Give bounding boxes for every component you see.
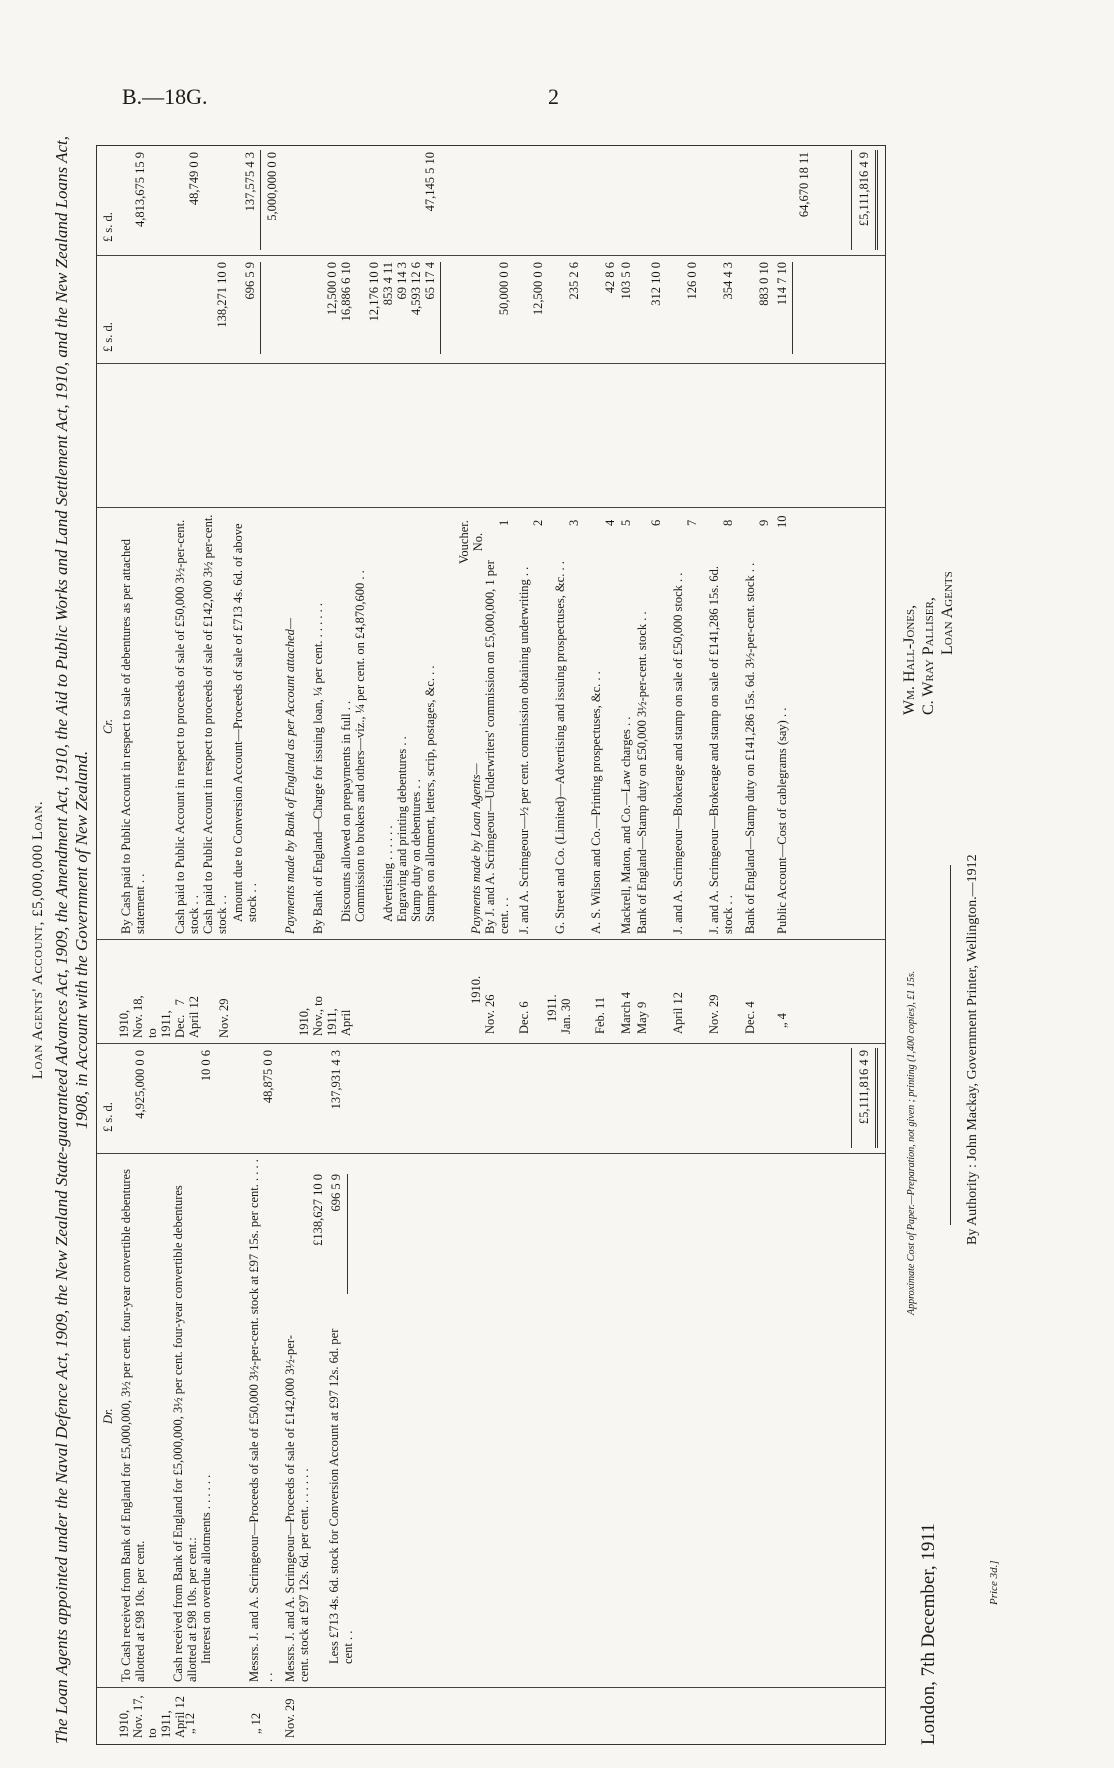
place-date: London, 7th December, 1911 (918, 1523, 939, 1745)
cr-date-1: 1910, Nov. 18, to 1911, Dec. 7 (117, 995, 187, 1038)
dr-entry-4-less: Less £713 4s. 6d. stock for Conversion Account at £97 12s. 6d. per cent . . (327, 1328, 355, 1664)
agent-item-3: G. Street and Co. (Limited)—Advertising and issuing prospectuses, &c. . . (553, 561, 567, 934)
agent-voucher-9: 9 (757, 519, 771, 526)
signer-2: C. Wray Palliser, (920, 597, 937, 715)
dr-entry-2-amount: 10 0 6 (199, 1050, 213, 1082)
agent-date-2: Dec. 6 (517, 1001, 531, 1034)
agent-item-4: A. S. Wilson and Co.—Printing prospectuses, &c. . . (589, 671, 603, 934)
bank-total: 47,145 5 10 (423, 152, 437, 212)
agent-item-1-amount: 50,000 0 0 (497, 262, 511, 316)
cr-entry-3: Cash paid to Public Account in respect to proceeds of sale of £142,000 3½ per-cent. stock . . (201, 514, 229, 934)
cr-heading: Cr. (101, 719, 115, 734)
cr-date-2: April 12 (187, 995, 201, 1038)
cr-date-3: Nov. 29 (217, 998, 231, 1038)
dr-entry-4-subtotal: £138,627 10 0 (311, 1174, 325, 1246)
agent-voucher-1: 1 (497, 519, 511, 526)
agent-item-6-amount: 312 10 0 (649, 262, 663, 306)
agent-date-1: Nov. 26 (483, 994, 497, 1034)
agent-item-1: By J. and A. Scrimgeour—Underwriters' commission on £5,000,000, 1 per cent. . . (483, 560, 511, 934)
bank-item-6: Stamp duty on debentures . . (409, 779, 423, 922)
bank-item-7-amount: 65 17 4 (423, 262, 437, 300)
cr-money-header-outer: £ s. d. (101, 212, 115, 242)
agent-date-9: Dec. 4 (743, 1001, 757, 1034)
dr-entry-4: Messrs. J. and A. Scrimgeour—Proceeds of sale of £142,000 3½-per-cent. stock at £97 12s. 6d. per cent. . . . . . . (283, 1335, 311, 1682)
ledger-table (96, 145, 886, 1745)
dr-entry-3: Messrs. J. and A. Scrimgeour—Proceeds of sale of £50,000 3½-per-cent. stock at £97 15s. per cent. . . . . . . (247, 1159, 275, 1682)
cost-note: Approximate Cost of Paper.—Preparation, not given ; printing (1,400 copies), £1 15s. (906, 970, 917, 1315)
agents-payments-heading: Payments made by Loan Agents— (469, 763, 483, 934)
cr-money-header-inner: £ s. d. (101, 322, 115, 352)
agent-item-6: Bank of England—Stamp duty on £50,000 3½-per-cent. stock . . (635, 611, 649, 934)
agent-item-2: J. and A. Scrimgeour—½ per cent. commission obtaining underwriting . . (517, 566, 531, 934)
bank-item-3: Commission to brokers and others—viz., ¼ per cent. on £4,870,600 . . (353, 570, 367, 922)
bank-item-2-amount: 16,886 6 10 (339, 262, 353, 322)
cr-entry-1: By Cash paid to Public Account in respect to sale of debentures as per attached statement . . (119, 538, 147, 934)
cr-entry-5-amount: 5,000,000 0 0 (265, 152, 279, 221)
bank-item-4-amount: 853 4 11 (381, 262, 395, 306)
dr-date-3: „ 12 (249, 1712, 263, 1734)
signer-role: Loan Agents (939, 571, 956, 655)
agent-voucher-7: 7 (685, 519, 699, 526)
page-number: 2 (548, 84, 559, 109)
bank-item-5: Engraving and printing debentures . . (395, 736, 409, 922)
agent-item-3-amount: 235 2 6 (567, 262, 581, 300)
bank-item-1: By Bank of England—Charge for issuing loan, ¼ per cent. . . . . . . (311, 603, 325, 934)
agent-voucher-4: 4 (603, 519, 617, 526)
agent-item-9: Bank of England—Stamp duty on £141,286 15s. 6d. 3½-per-cent. stock . . (743, 562, 757, 934)
dr-entry-4-less-amount: 696 5 9 (329, 1174, 343, 1212)
footer-rule (950, 865, 951, 1225)
agent-voucher-5: 5 (619, 519, 633, 526)
agent-voucher-3: 3 (567, 519, 581, 526)
agent-item-7: J. and A. Scrimgeour—Brokerage and stamp on sale of £50,000 stock . . (671, 572, 685, 934)
bank-item-5-amount: 69 14 3 (395, 262, 409, 300)
agent-date-10: „ 4 (775, 1013, 789, 1028)
cr-entry-3-inner: 138,271 10 0 (215, 262, 229, 328)
rotated-document (30, 135, 1030, 1745)
agent-voucher-2: 2 (531, 519, 545, 526)
agent-item-4-amount: 42 8 6 (603, 262, 617, 294)
agent-date-7: April 12 (671, 991, 685, 1034)
agent-voucher-6: 6 (649, 519, 663, 526)
header-code: B.—18G. (122, 84, 208, 109)
dr-entry-2: Cash received from Bank of England for £5,000,000, 3½ per cent. four-year convertible debentures allotted at £98 10s. per cent.: (171, 1185, 199, 1682)
bank-item-3-amount: 12,176 10 0 (367, 262, 381, 322)
dr-heading: Dr. (101, 1408, 115, 1424)
agent-item-7-amount: 126 0 0 (685, 262, 699, 300)
agent-item-10: Public Account—Cost of cablegrams (say) . . (775, 707, 789, 934)
bank-item-4: Advertising . . . . . . (381, 825, 395, 922)
printer-authority: By Authority : John Mackay, Government Printer, Wellington.—1912 (965, 854, 980, 1245)
dr-date-4: Nov. 29 (283, 1698, 297, 1738)
cr-entry-1-amount: 4,813,675 15 9 (133, 152, 147, 227)
dr-entry-1-amount: 4,925,000 0 0 (133, 1050, 147, 1119)
agent-voucher-10: 10 (775, 515, 789, 528)
agent-item-8: J. and A. Scrimgeour—Brokerage and stamp on sale of £141,286 15s. 6d. stock . . (707, 566, 735, 934)
dr-money-header: £ s. d. (101, 1102, 115, 1132)
bank-item-1-amount: 12,500 0 0 (325, 262, 339, 316)
agent-date-4: Feb. 11 (593, 996, 607, 1034)
agent-item-9-amount: 883 0 10 (757, 262, 771, 306)
agent-item-2-amount: 12,500 0 0 (531, 262, 545, 316)
agent-item-8-amount: 354 4 3 (721, 262, 735, 300)
dr-entry-1: To Cash received from Bank of England for £5,000,000, 3½ per cent. four-year convertible debentures allotted at £98 10s. per cent. (119, 1169, 147, 1682)
agent-date-3: Jan. 30 (559, 998, 573, 1034)
document-subtitle: The Loan Agents appointed under the Naval Defence Act, 1909, the New Zealand State-guaranteed Advances Act, 1909, the Amendment Act, 1910, the Aid to Public Works and Land Settlement Act, 1910, and the New Zealand Loans Act, 1908, in Account with the Government of New Zealand. (52, 135, 91, 1745)
bank-item-7: Stamps on allotment, letters, scrip, postages, &c. . . (423, 665, 437, 922)
agents-year-1910: 1910. (469, 975, 483, 1004)
dr-date-1: 1910, Nov. 17, to 1911, April 12 (117, 1695, 187, 1738)
cr-date-4: 1910, Nov., to 1911, April (297, 996, 353, 1036)
cr-entry-34-amount: 137,575 4 3 (243, 152, 257, 212)
agent-date-5: March 4 (619, 992, 633, 1034)
cr-entry-2: Cash paid to Public Account in respect to proceeds of sale of £50,000 3½-per-cent. stock . . (173, 519, 201, 934)
bank-item-6-amount: 4,593 12 6 (409, 262, 423, 316)
agent-voucher-8: 8 (721, 519, 735, 526)
agent-item-5: Mackrell, Maton, and Co.—Law charges . . (619, 716, 633, 934)
voucher-label: Voucher. No. (457, 520, 485, 564)
bank-item-2: Discounts allowed on prepayments in full . . (339, 700, 353, 922)
dr-date-2: „ 12 (183, 1712, 197, 1734)
dr-entry-3-amount: 48,875 0 0 (261, 1050, 275, 1104)
cr-entry-2-amount: 48,749 0 0 (187, 152, 201, 206)
bank-payments-heading: Payments made by Bank of England as per Account attached— (283, 617, 297, 934)
signer-1: Wm. Hall-Jones, (901, 604, 918, 715)
price-note: Price 3d.] (988, 1560, 1000, 1605)
document-title: Loan Agents' Account, £5,000,000 Loan. (30, 800, 46, 1080)
agent-date-6: May 9 (635, 1001, 649, 1034)
agents-year-1911: 1911. (545, 994, 559, 1022)
cr-total: £5,111,816 4 9 (857, 152, 871, 227)
cr-entry-4: Amount due to Conversion Account—Proceeds of sale of £713 4s. 6d. of above stock . . (231, 523, 259, 922)
agent-date-8: Nov. 29 (707, 994, 721, 1034)
signatories (900, 571, 957, 715)
dr-entry-2b: Interest on overdue allotments . . . . . . (199, 1474, 213, 1664)
agent-item-5-amount: 103 5 0 (619, 262, 633, 300)
dr-total: £5,111,816 4 9 (857, 1050, 871, 1125)
agent-item-10-amount: 114 7 10 (775, 262, 789, 306)
agents-total: 64,670 18 11 (797, 152, 811, 218)
cr-entry-4-inner: 696 5 9 (243, 262, 257, 300)
dr-entry-4-amount: 137,931 4 3 (329, 1050, 343, 1110)
